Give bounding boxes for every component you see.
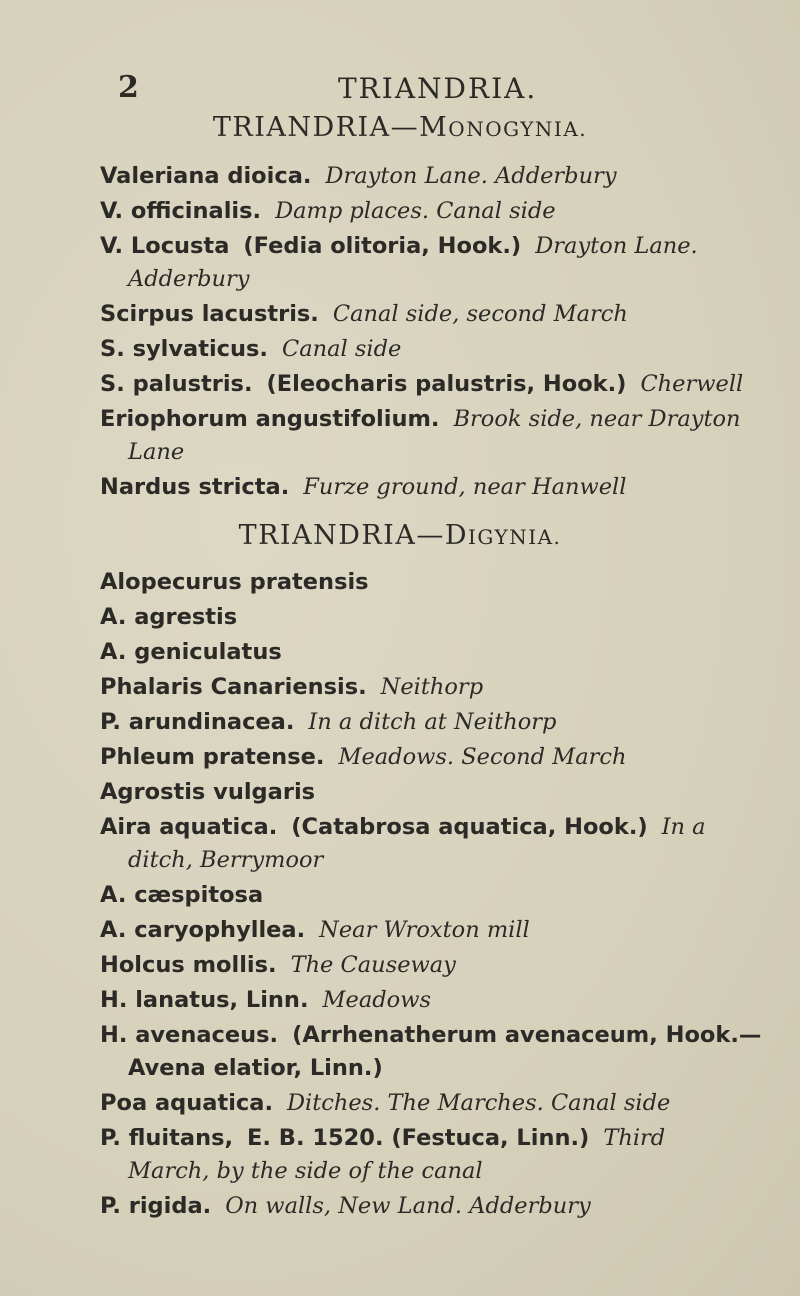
list-item: S. palustris. (Eleocharis palustris, Hook.) Cherwell [100,371,744,397]
list-item: A. caryophyllea. Near Wroxton mill [100,917,530,943]
running-head [0,70,800,110]
list-item: Holcus mollis. The Causeway [100,952,456,978]
running-title: TRIANDRIA. [338,72,538,105]
section-heading-small: IGYNIA. [467,525,562,549]
list-item: Aira aquatica. (Catabrosa aquatica, Hook.) In a ditch, Berrymoor [100,814,706,873]
list-item: P. rigida. On walls, New Land. Adderbury [100,1193,591,1219]
list-item: S. sylvaticus. Canal side [100,336,402,362]
list-item: Alopecurus pratensis [100,569,369,595]
list-item: Poa aquatica. Ditches. The Marches. Canal side [100,1090,671,1116]
list-item: H. avenaceus. (Arrhenatherum avenaceum, Hook.— Avena elatior, Linn.) [100,1022,762,1081]
list-item: H. lanatus, Linn. Meadows [100,987,432,1013]
list-item: A. agrestis [100,604,238,630]
list-item: A. geniculatus [100,639,282,665]
list-item: Phalaris Canariensis. Neithorp [100,674,484,700]
page-number: 2 [118,70,140,105]
list-item: V. Locusta (Fedia olitoria, Hook.) Drayton Lane. Adderbury [100,233,698,292]
list-item: P. fluitans, E. B. 1520. (Festuca, Linn.) Third March, by the side of the canal [100,1125,666,1184]
section-heading-main: TRIANDRIA—M [212,112,449,143]
section-heading-digynia [0,520,800,551]
list-item: Nardus stricta. Furze ground, near Hanwell [100,474,627,500]
section-heading-monogynia [0,112,800,143]
section-heading-main: TRIANDRIA—D [238,520,468,551]
list-item: P. arundinacea. In a ditch at Neithorp [100,709,557,735]
list-item: V. officinalis. Damp places. Canal side [100,198,556,224]
list-item: Scirpus lacustris. Canal side, second March [100,301,628,327]
list-item: Eriophorum angustifolium. Brook side, near Drayton Lane [100,406,741,465]
list-item: A. cæspitosa [100,882,264,908]
list-item: Agrostis vulgaris [100,779,316,805]
list-item: Valeriana dioica. Drayton Lane. Adderbury [100,163,617,189]
list-item: Phleum pratense. Meadows. Second March [100,744,627,770]
section-heading-small: ONOGYNIA. [448,117,588,141]
